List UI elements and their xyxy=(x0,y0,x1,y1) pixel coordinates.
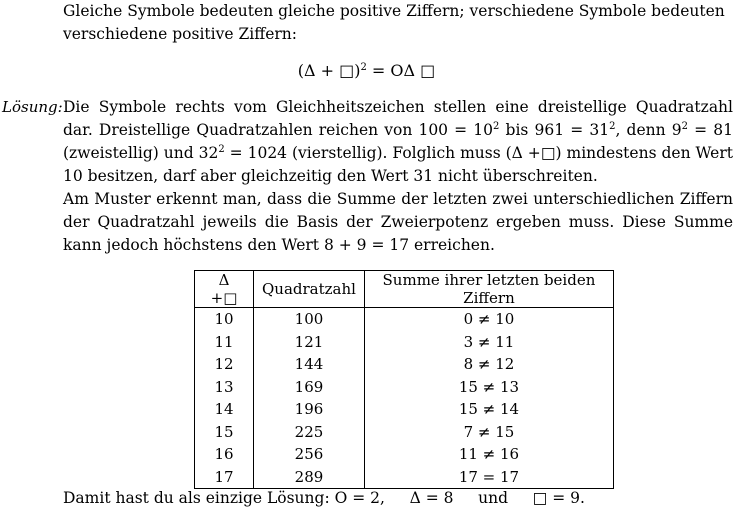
table-cell: 8 ≠ 12 xyxy=(364,353,613,376)
equation-exponent: 2 xyxy=(360,62,367,73)
table-row xyxy=(195,353,614,376)
table-cell: 196 xyxy=(254,398,365,421)
final-answer xyxy=(63,489,585,507)
superscript: 2 xyxy=(218,144,225,155)
table-cell: 15 xyxy=(195,421,254,444)
solution-paragraph-1 xyxy=(63,96,733,188)
table-cell: 12 xyxy=(195,353,254,376)
table-cell: 289 xyxy=(254,466,365,489)
superscript: 2 xyxy=(681,121,688,132)
table-header-row xyxy=(195,271,614,308)
header-sum: Δ +□ xyxy=(195,271,254,308)
header-square: Quadratzahl xyxy=(254,271,365,308)
table-cell: 225 xyxy=(254,421,365,444)
problem-statement: Gleiche Symbole bedeuten gleiche positive Ziffern; verschiedene Symbole bedeuten verschiedene positive Ziffern: xyxy=(63,2,725,43)
answer-delta: Δ = 8 xyxy=(409,489,454,507)
table-cell: 11 ≠ 16 xyxy=(364,443,613,466)
table-cell: 16 xyxy=(195,443,254,466)
table-cell: 144 xyxy=(254,353,365,376)
squares-table xyxy=(194,270,614,489)
table-cell: 0 ≠ 10 xyxy=(364,308,613,331)
table-cell: 15 ≠ 13 xyxy=(364,376,613,399)
solution-paragraph-2: Am Muster erkennt man, dass die Summe der letzten zwei unterschiedlichen Ziffern der Quadratzahl jeweils die Basis der Zweierpotenz ergeben muss. Diese Summe kann jedoch höchstens den Wert 8 + 9 = 17 erreichen. xyxy=(63,190,733,254)
table-cell: 121 xyxy=(254,331,365,354)
table-cell: 100 xyxy=(254,308,365,331)
table-cell: 14 xyxy=(195,398,254,421)
solution-text-part: bis 961 = 31 xyxy=(499,121,610,139)
superscript: 2 xyxy=(609,121,616,132)
table-row xyxy=(195,421,614,444)
header-digit-sum: Summe ihrer letzten beiden Ziffern xyxy=(364,271,613,308)
superscript: 2 xyxy=(493,121,500,132)
table-cell: 3 ≠ 11 xyxy=(364,331,613,354)
table-body xyxy=(195,308,614,489)
table-row xyxy=(195,466,614,489)
answer-und: und xyxy=(478,489,509,507)
table-cell: 7 ≠ 15 xyxy=(364,421,613,444)
solution-text-part: Die Symbole rechts vom Gleichheitszeichen stellen eine dreistellige Quadratzahl dar. Dreistellige Quadratzahlen reichen von 100 = 10 xyxy=(63,98,733,139)
equation xyxy=(0,61,733,80)
table-cell: 11 xyxy=(195,331,254,354)
final-prefix: Damit hast du als einzige Lösung: xyxy=(63,489,335,507)
equation-rhs: = OΔ □ xyxy=(366,61,436,80)
answer-o: O = 2, xyxy=(334,489,385,507)
table-cell: 10 xyxy=(195,308,254,331)
table-cell: 169 xyxy=(254,376,365,399)
table-row xyxy=(195,308,614,331)
table-row xyxy=(195,398,614,421)
equation-base: (Δ + □) xyxy=(297,61,361,80)
solution-label: Lösung: xyxy=(2,98,63,116)
table-cell: 13 xyxy=(195,376,254,399)
table-row xyxy=(195,331,614,354)
answer-box: □ = 9. xyxy=(532,489,585,507)
table-cell: 17 = 17 xyxy=(364,466,613,489)
table-cell: 15 ≠ 14 xyxy=(364,398,613,421)
solution-text xyxy=(63,96,733,257)
solution-text-part: , denn 9 xyxy=(615,121,682,139)
solution-text-part: = 81 (zweistellig) und 32 xyxy=(63,121,733,162)
table-cell: 17 xyxy=(195,466,254,489)
table-cell: 256 xyxy=(254,443,365,466)
table-row xyxy=(195,376,614,399)
solution-text-part: = 1024 (vierstellig). Folglich muss (Δ +□) mindestens den Wert 10 besitzen, darf aber gleichzeitig den Wert 31 nicht überschreiten. xyxy=(63,144,733,185)
table-row xyxy=(195,443,614,466)
